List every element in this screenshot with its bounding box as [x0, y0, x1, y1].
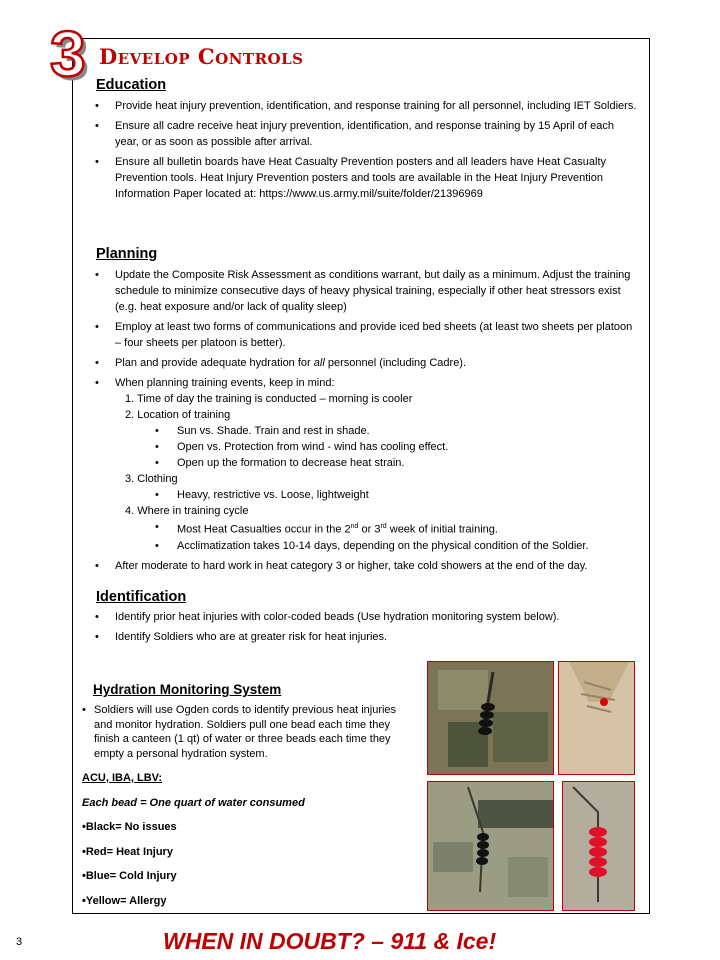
legend-red: •Red= Heat Injury: [82, 845, 173, 858]
consideration-item: [125, 407, 638, 471]
education-item: • Provide heat injury prevention, identification, and response training for all personnel, including IET Soldiers.: [93, 98, 638, 114]
boot-photo: [558, 661, 635, 775]
sub-item: • Sun vs. Shade. Train and rest in shade.: [155, 423, 638, 439]
planning-heading: Planning: [96, 246, 158, 262]
legend-yellow: •Yellow= Allergy: [82, 894, 167, 907]
identification-list: [93, 609, 638, 649]
consideration-label: 4. Where in training cycle: [125, 505, 249, 517]
consideration-label: 2. Location of training: [125, 409, 231, 421]
planning-item: • Update the Composite Risk Assessment as conditions warrant, but daily as a minimum. Adjust the training schedule to minimize consecutive days of heavy physical training, especially if other heat stressors exist (e.g. heat exposure and/or lack of quality sleep): [93, 267, 638, 315]
sub-list: [155, 487, 638, 503]
red-beads-photo: [562, 781, 635, 911]
sub-item: • Open up the formation to decrease heat strain.: [155, 455, 638, 471]
hydration-subheading: ACU, IBA, LBV:: [82, 772, 163, 784]
consideration-item: [125, 471, 638, 503]
sub-list: [155, 423, 638, 471]
education-item: • Ensure all cadre receive heat injury prevention, identification, and response training by 15 April of each year, or as soon as possible after arrival.: [93, 118, 638, 150]
hydration-heading: Hydration Monitoring System: [93, 682, 282, 697]
identification-heading: Identification: [96, 589, 187, 605]
planning-item: • After moderate to hard work in heat category 3 or higher, take cold showers at the end of the day.: [93, 558, 638, 574]
boot-image: [559, 662, 635, 775]
consideration-item: [125, 503, 638, 554]
hydration-block: [82, 703, 412, 908]
sub-item: • Heavy, restrictive vs. Loose, lightweight: [155, 487, 638, 503]
page-number: 3: [16, 936, 23, 948]
red-beads-image: [563, 782, 635, 911]
sub-item: • Open vs. Protection from wind - wind has cooling effect.: [155, 439, 638, 455]
ogden-cord-vest-image: [428, 662, 554, 775]
footer-slogan: WHEN IN DOUBT? – 911 & Ice!: [163, 928, 497, 954]
consideration-item: [125, 391, 638, 407]
consideration-label: 3. Clothing: [125, 473, 178, 485]
page-title: Develop Controls: [95, 44, 307, 69]
planning-item-text: When planning training events, keep in mind:: [115, 377, 335, 389]
education-heading: Education: [96, 77, 167, 93]
hydration-rule: Each bead = One quart of water consumed: [82, 796, 305, 809]
legend-black: •Black= No issues: [82, 821, 177, 833]
planning-list: [93, 267, 638, 578]
legend-blue: •Blue= Cold Injury: [82, 870, 177, 882]
planning-item: • Plan and provide adequate hydration for all personnel (including Cadre).: [93, 355, 638, 371]
planning-item: • Employ at least two forms of communications and provide iced bed sheets (at least two sheets per platoon – four sheets per platoon is better).: [93, 319, 638, 351]
planning-item: [93, 375, 638, 554]
uniform-cord-image: [428, 782, 554, 911]
consideration-label: 1. Time of day the training is conducted – morning is cooler: [125, 393, 413, 405]
uniform-cord-photo: [427, 781, 554, 911]
education-list: [93, 98, 638, 206]
sub-list: [155, 519, 638, 554]
ogden-cord-vest-photo: [427, 661, 554, 775]
step-number: 3: [50, 18, 86, 90]
considerations-list: [125, 391, 638, 554]
hydration-intro: • Soldiers will use Ogden cords to identify previous heat injuries and monitor hydration. Soldiers pull one bead each time they finish a canteen (1 qt) of water or three beads each time they empty a personal hydration system.: [82, 703, 412, 761]
identification-item: • Identify prior heat injuries with color-coded beads (Use hydration monitoring system below).: [93, 609, 638, 625]
education-item: • Ensure all bulletin boards have Heat Casualty Prevention posters and all leaders have Heat Casualty Prevention tools. Heat Injury Prevention posters and tools are available in the Heat Injury Prevention Information Paper located at: https://www.us.army.mil/suite/folder/21396969: [93, 154, 638, 202]
sub-item: • Acclimatization takes 10-14 days, depending on the physical condition of the Soldier.: [155, 538, 638, 554]
sub-item: • Most Heat Casualties occur in the 2nd or 3rd week of initial training.: [155, 519, 638, 538]
identification-item: • Identify Soldiers who are at greater risk for heat injuries.: [93, 629, 638, 645]
